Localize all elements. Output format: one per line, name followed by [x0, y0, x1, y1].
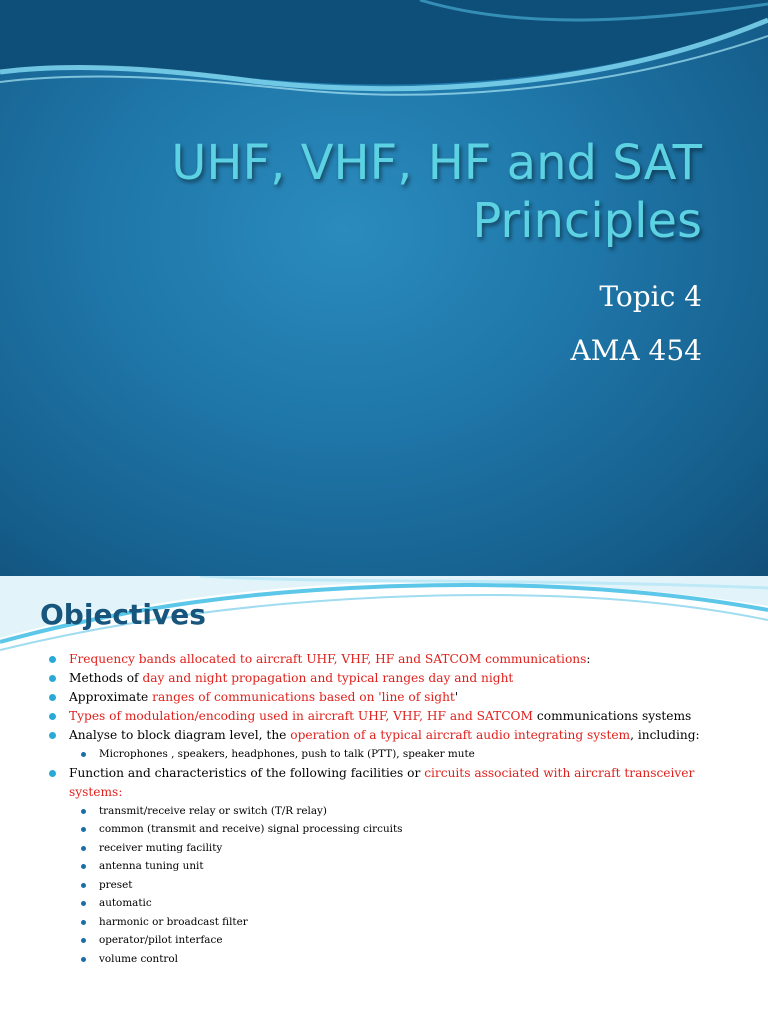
sub-item	[69, 913, 737, 932]
sub-item	[69, 820, 737, 839]
objective-item	[47, 764, 737, 969]
sub-bullet-icon	[81, 864, 86, 869]
sub-bullet-icon	[81, 827, 86, 832]
sub-item	[69, 950, 737, 969]
sub-item-text: Microphones , speakers, headphones, push to talk (PTT), speaker mute	[99, 748, 475, 760]
objective-text: communications systems	[533, 709, 692, 723]
highlighted-text: Types of modulation/encoding used in aircraft UHF, VHF, HF and SATCOM	[69, 709, 534, 723]
bullet-icon	[49, 675, 56, 682]
highlighted-text: circuits associated with aircraft transceiver systems:	[69, 765, 695, 799]
objectives-list	[47, 650, 737, 968]
bullet-icon	[49, 713, 56, 720]
sub-item-text: transmit/receive relay or switch (T/R relay)	[99, 804, 327, 817]
objective-text: :	[586, 652, 591, 666]
objectives-slide	[0, 576, 768, 1024]
sub-list	[69, 745, 737, 764]
objective-text: Function and characteristics of the following facilities or	[69, 765, 425, 780]
sub-item	[69, 745, 737, 764]
sub-bullet-icon	[81, 883, 86, 888]
sub-bullet-icon	[81, 957, 86, 962]
objective-item	[47, 707, 737, 726]
objective-text: Methods of	[69, 671, 143, 685]
sub-bullet-icon	[81, 920, 86, 925]
sub-item	[69, 876, 737, 895]
sub-item-text: common (transmit and receive) signal processing circuits	[99, 823, 403, 835]
sub-bullet-icon	[81, 938, 86, 943]
objective-text: , including:	[630, 728, 700, 742]
sub-item	[69, 931, 737, 950]
sub-item-text: harmonic or broadcast filter	[99, 915, 248, 928]
highlighted-text: operation of a typical aircraft audio integrating system	[290, 728, 631, 742]
sub-item-text: automatic	[99, 897, 152, 909]
sub-item	[69, 802, 737, 821]
sub-item	[69, 894, 737, 913]
objective-item	[47, 669, 737, 688]
objective-text: Approximate	[69, 690, 153, 704]
topic-label: Topic 4	[599, 280, 702, 313]
highlighted-text: day and night propagation and typical ranges day and night	[142, 671, 514, 685]
sub-item-text: volume control	[99, 952, 178, 965]
objective-text: Analyse to block diagram level, the	[69, 728, 291, 742]
bullet-icon	[49, 656, 56, 663]
sub-list	[69, 802, 737, 969]
objectives-heading: Objectives	[40, 598, 206, 631]
wave-decoration	[0, 0, 768, 110]
sub-item	[69, 857, 737, 876]
bullet-icon	[49, 770, 56, 777]
sub-item-text: operator/pilot interface	[99, 934, 223, 946]
sub-item	[69, 839, 737, 858]
sub-bullet-icon	[81, 752, 86, 757]
highlighted-text: Frequency bands allocated to aircraft UHF, VHF, HF and SATCOM communications	[69, 652, 587, 666]
slide-title: UHF, VHF, HF and SAT Principles	[171, 135, 702, 249]
bullet-icon	[49, 694, 56, 701]
course-code: AMA 454	[570, 334, 702, 367]
objective-text: '	[454, 690, 459, 704]
objective-item	[47, 688, 737, 707]
sub-item-text: receiver muting facility	[99, 841, 223, 854]
objective-item	[47, 726, 737, 764]
sub-bullet-icon	[81, 809, 86, 814]
highlighted-text: ranges of communications based on 'line of sight	[152, 690, 455, 704]
sub-item-text: antenna tuning unit	[99, 860, 204, 872]
sub-bullet-icon	[81, 846, 86, 851]
bullet-icon	[49, 732, 56, 739]
sub-item-text: preset	[99, 878, 133, 891]
sub-bullet-icon	[81, 901, 86, 906]
objective-item	[47, 650, 737, 669]
